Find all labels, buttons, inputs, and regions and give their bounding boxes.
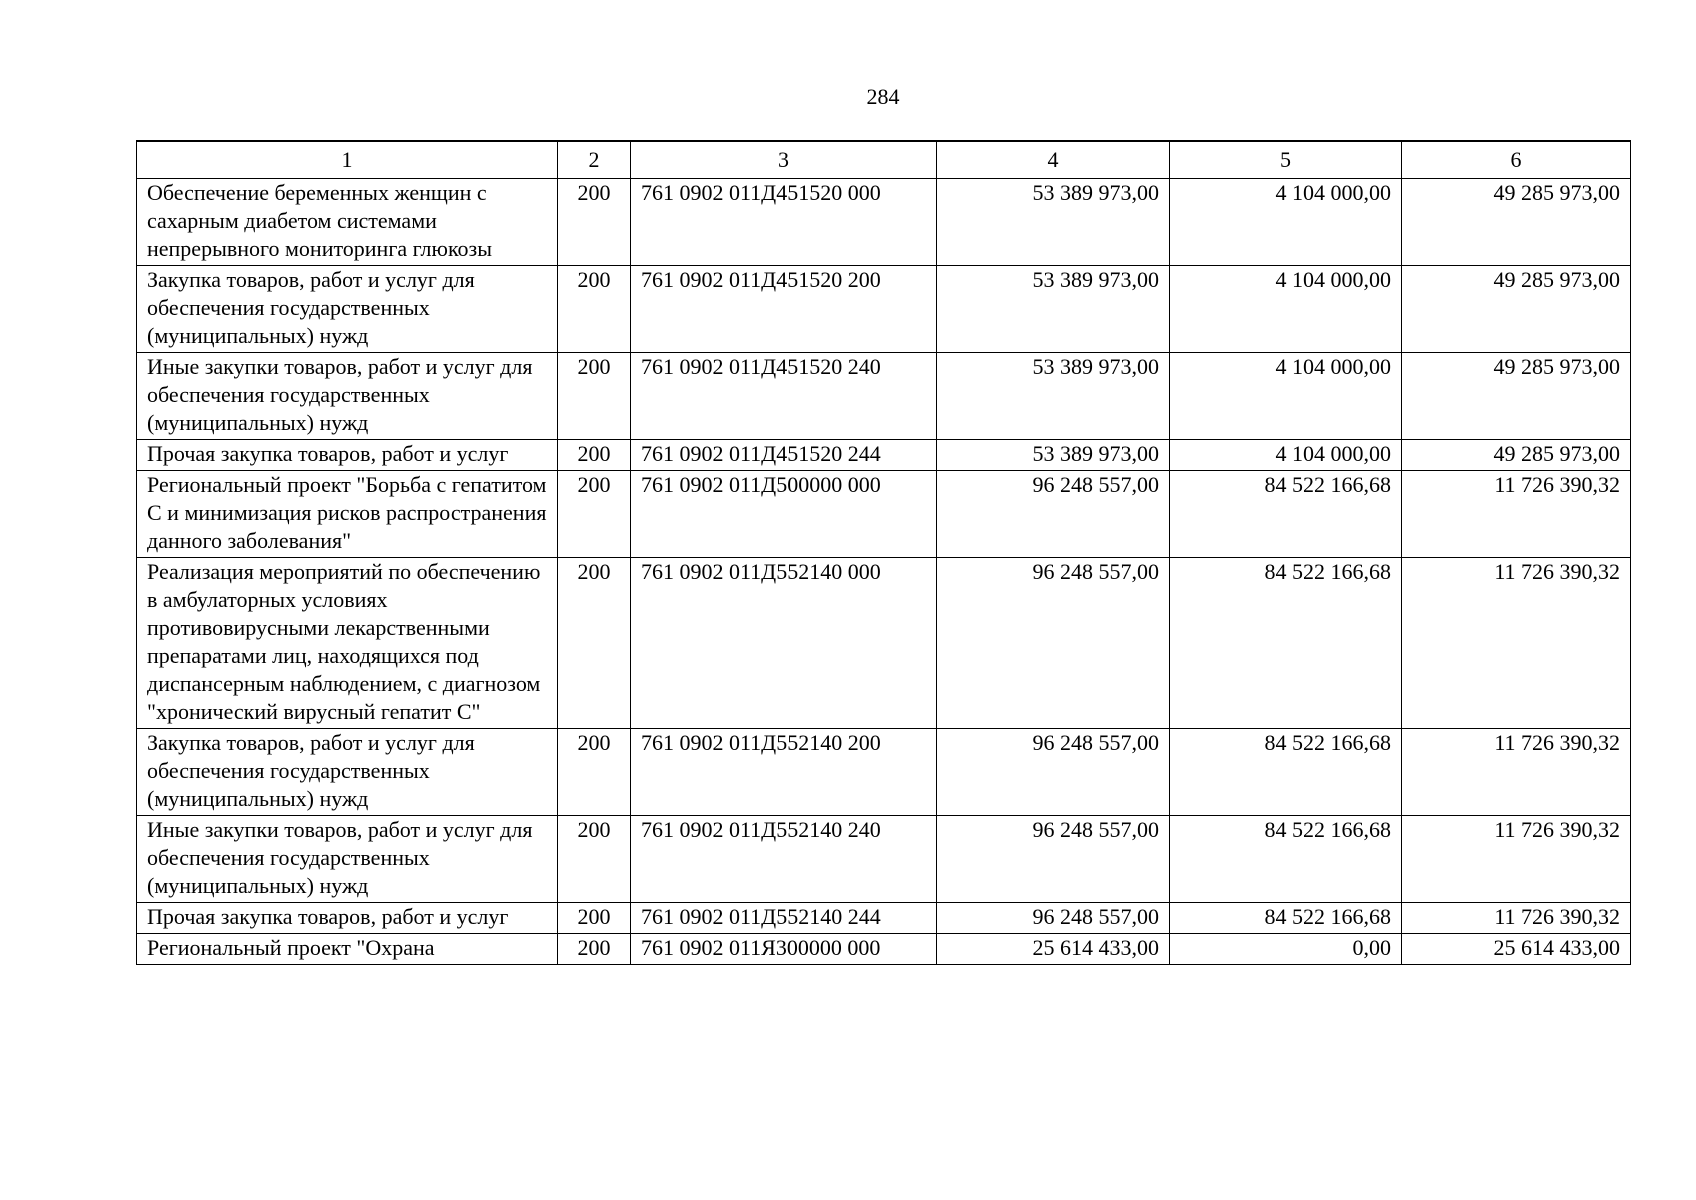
row-col4: 53 389 973,00 <box>937 266 1170 353</box>
row-section: 200 <box>558 729 631 816</box>
row-name: Региональный проект "Охрана <box>137 934 558 965</box>
row-col6: 11 726 390,32 <box>1402 816 1631 903</box>
row-col5: 4 104 000,00 <box>1170 440 1402 471</box>
row-col6: 11 726 390,32 <box>1402 471 1631 558</box>
row-section: 200 <box>558 179 631 266</box>
budget-table <box>136 140 1631 965</box>
row-col4: 96 248 557,00 <box>937 471 1170 558</box>
row-col6: 25 614 433,00 <box>1402 934 1631 965</box>
table-row <box>137 179 1631 266</box>
row-name: Обеспечение беременных женщин с сахарным диабетом системами непрерывного мониторинга глюкозы <box>137 179 558 266</box>
row-code: 761 0902 011Д451520 000 <box>631 179 937 266</box>
row-col5: 84 522 166,68 <box>1170 903 1402 934</box>
row-col5: 4 104 000,00 <box>1170 353 1402 440</box>
table-row <box>137 440 1631 471</box>
table-row <box>137 934 1631 965</box>
column-header-4: 4 <box>937 141 1170 179</box>
row-section: 200 <box>558 816 631 903</box>
row-section: 200 <box>558 353 631 440</box>
row-col4: 53 389 973,00 <box>937 353 1170 440</box>
row-section: 200 <box>558 471 631 558</box>
row-col6: 49 285 973,00 <box>1402 353 1631 440</box>
column-header-3: 3 <box>631 141 937 179</box>
row-col6: 49 285 973,00 <box>1402 440 1631 471</box>
row-col4: 53 389 973,00 <box>937 440 1170 471</box>
row-code: 761 0902 011Д451520 200 <box>631 266 937 353</box>
row-section: 200 <box>558 903 631 934</box>
row-code: 761 0902 011Д552140 240 <box>631 816 937 903</box>
table-row <box>137 903 1631 934</box>
row-name: Закупка товаров, работ и услуг для обеспечения государственных (муниципальных) нужд <box>137 266 558 353</box>
column-header-1: 1 <box>137 141 558 179</box>
column-header-5: 5 <box>1170 141 1402 179</box>
row-section: 200 <box>558 558 631 729</box>
row-name: Региональный проект "Борьба с гепатитом С и минимизация рисков распространения данного заболевания" <box>137 471 558 558</box>
row-section: 200 <box>558 934 631 965</box>
row-code: 761 0902 011Д552140 200 <box>631 729 937 816</box>
row-col6: 11 726 390,32 <box>1402 729 1631 816</box>
row-col4: 96 248 557,00 <box>937 729 1170 816</box>
row-code: 761 0902 011Д552140 000 <box>631 558 937 729</box>
row-code: 761 0902 011Д451520 244 <box>631 440 937 471</box>
column-header-6: 6 <box>1402 141 1631 179</box>
row-name: Закупка товаров, работ и услуг для обеспечения государственных (муниципальных) нужд <box>137 729 558 816</box>
row-col5: 84 522 166,68 <box>1170 729 1402 816</box>
table-row <box>137 471 1631 558</box>
row-col5: 0,00 <box>1170 934 1402 965</box>
row-col5: 84 522 166,68 <box>1170 471 1402 558</box>
row-name: Прочая закупка товаров, работ и услуг <box>137 440 558 471</box>
row-name: Прочая закупка товаров, работ и услуг <box>137 903 558 934</box>
table-row <box>137 816 1631 903</box>
row-section: 200 <box>558 440 631 471</box>
table-row <box>137 729 1631 816</box>
column-header-2: 2 <box>558 141 631 179</box>
row-col4: 96 248 557,00 <box>937 558 1170 729</box>
row-col5: 4 104 000,00 <box>1170 179 1402 266</box>
row-code: 761 0902 011Я300000 000 <box>631 934 937 965</box>
table-header-row <box>137 141 1631 179</box>
row-col4: 25 614 433,00 <box>937 934 1170 965</box>
row-col4: 96 248 557,00 <box>937 816 1170 903</box>
row-col6: 11 726 390,32 <box>1402 903 1631 934</box>
row-name: Иные закупки товаров, работ и услуг для обеспечения государственных (муниципальных) нужд <box>137 353 558 440</box>
row-col6: 11 726 390,32 <box>1402 558 1631 729</box>
row-code: 761 0902 011Д500000 000 <box>631 471 937 558</box>
table-row <box>137 558 1631 729</box>
row-col5: 84 522 166,68 <box>1170 558 1402 729</box>
row-col6: 49 285 973,00 <box>1402 266 1631 353</box>
row-col6: 49 285 973,00 <box>1402 179 1631 266</box>
table-row <box>137 266 1631 353</box>
table-row <box>137 353 1631 440</box>
row-col4: 96 248 557,00 <box>937 903 1170 934</box>
row-col5: 84 522 166,68 <box>1170 816 1402 903</box>
page-number: 284 <box>866 84 900 109</box>
row-col4: 53 389 973,00 <box>937 179 1170 266</box>
row-code: 761 0902 011Д552140 244 <box>631 903 937 934</box>
row-name: Иные закупки товаров, работ и услуг для обеспечения государственных (муниципальных) нужд <box>137 816 558 903</box>
row-col5: 4 104 000,00 <box>1170 266 1402 353</box>
row-code: 761 0902 011Д451520 240 <box>631 353 937 440</box>
row-section: 200 <box>558 266 631 353</box>
row-name: Реализация мероприятий по обеспечению в амбулаторных условиях противовирусными лекарственными препаратами лиц, находящихся под диспансерным наблюдением, с диагнозом "хронический вирусный гепатит С" <box>137 558 558 729</box>
